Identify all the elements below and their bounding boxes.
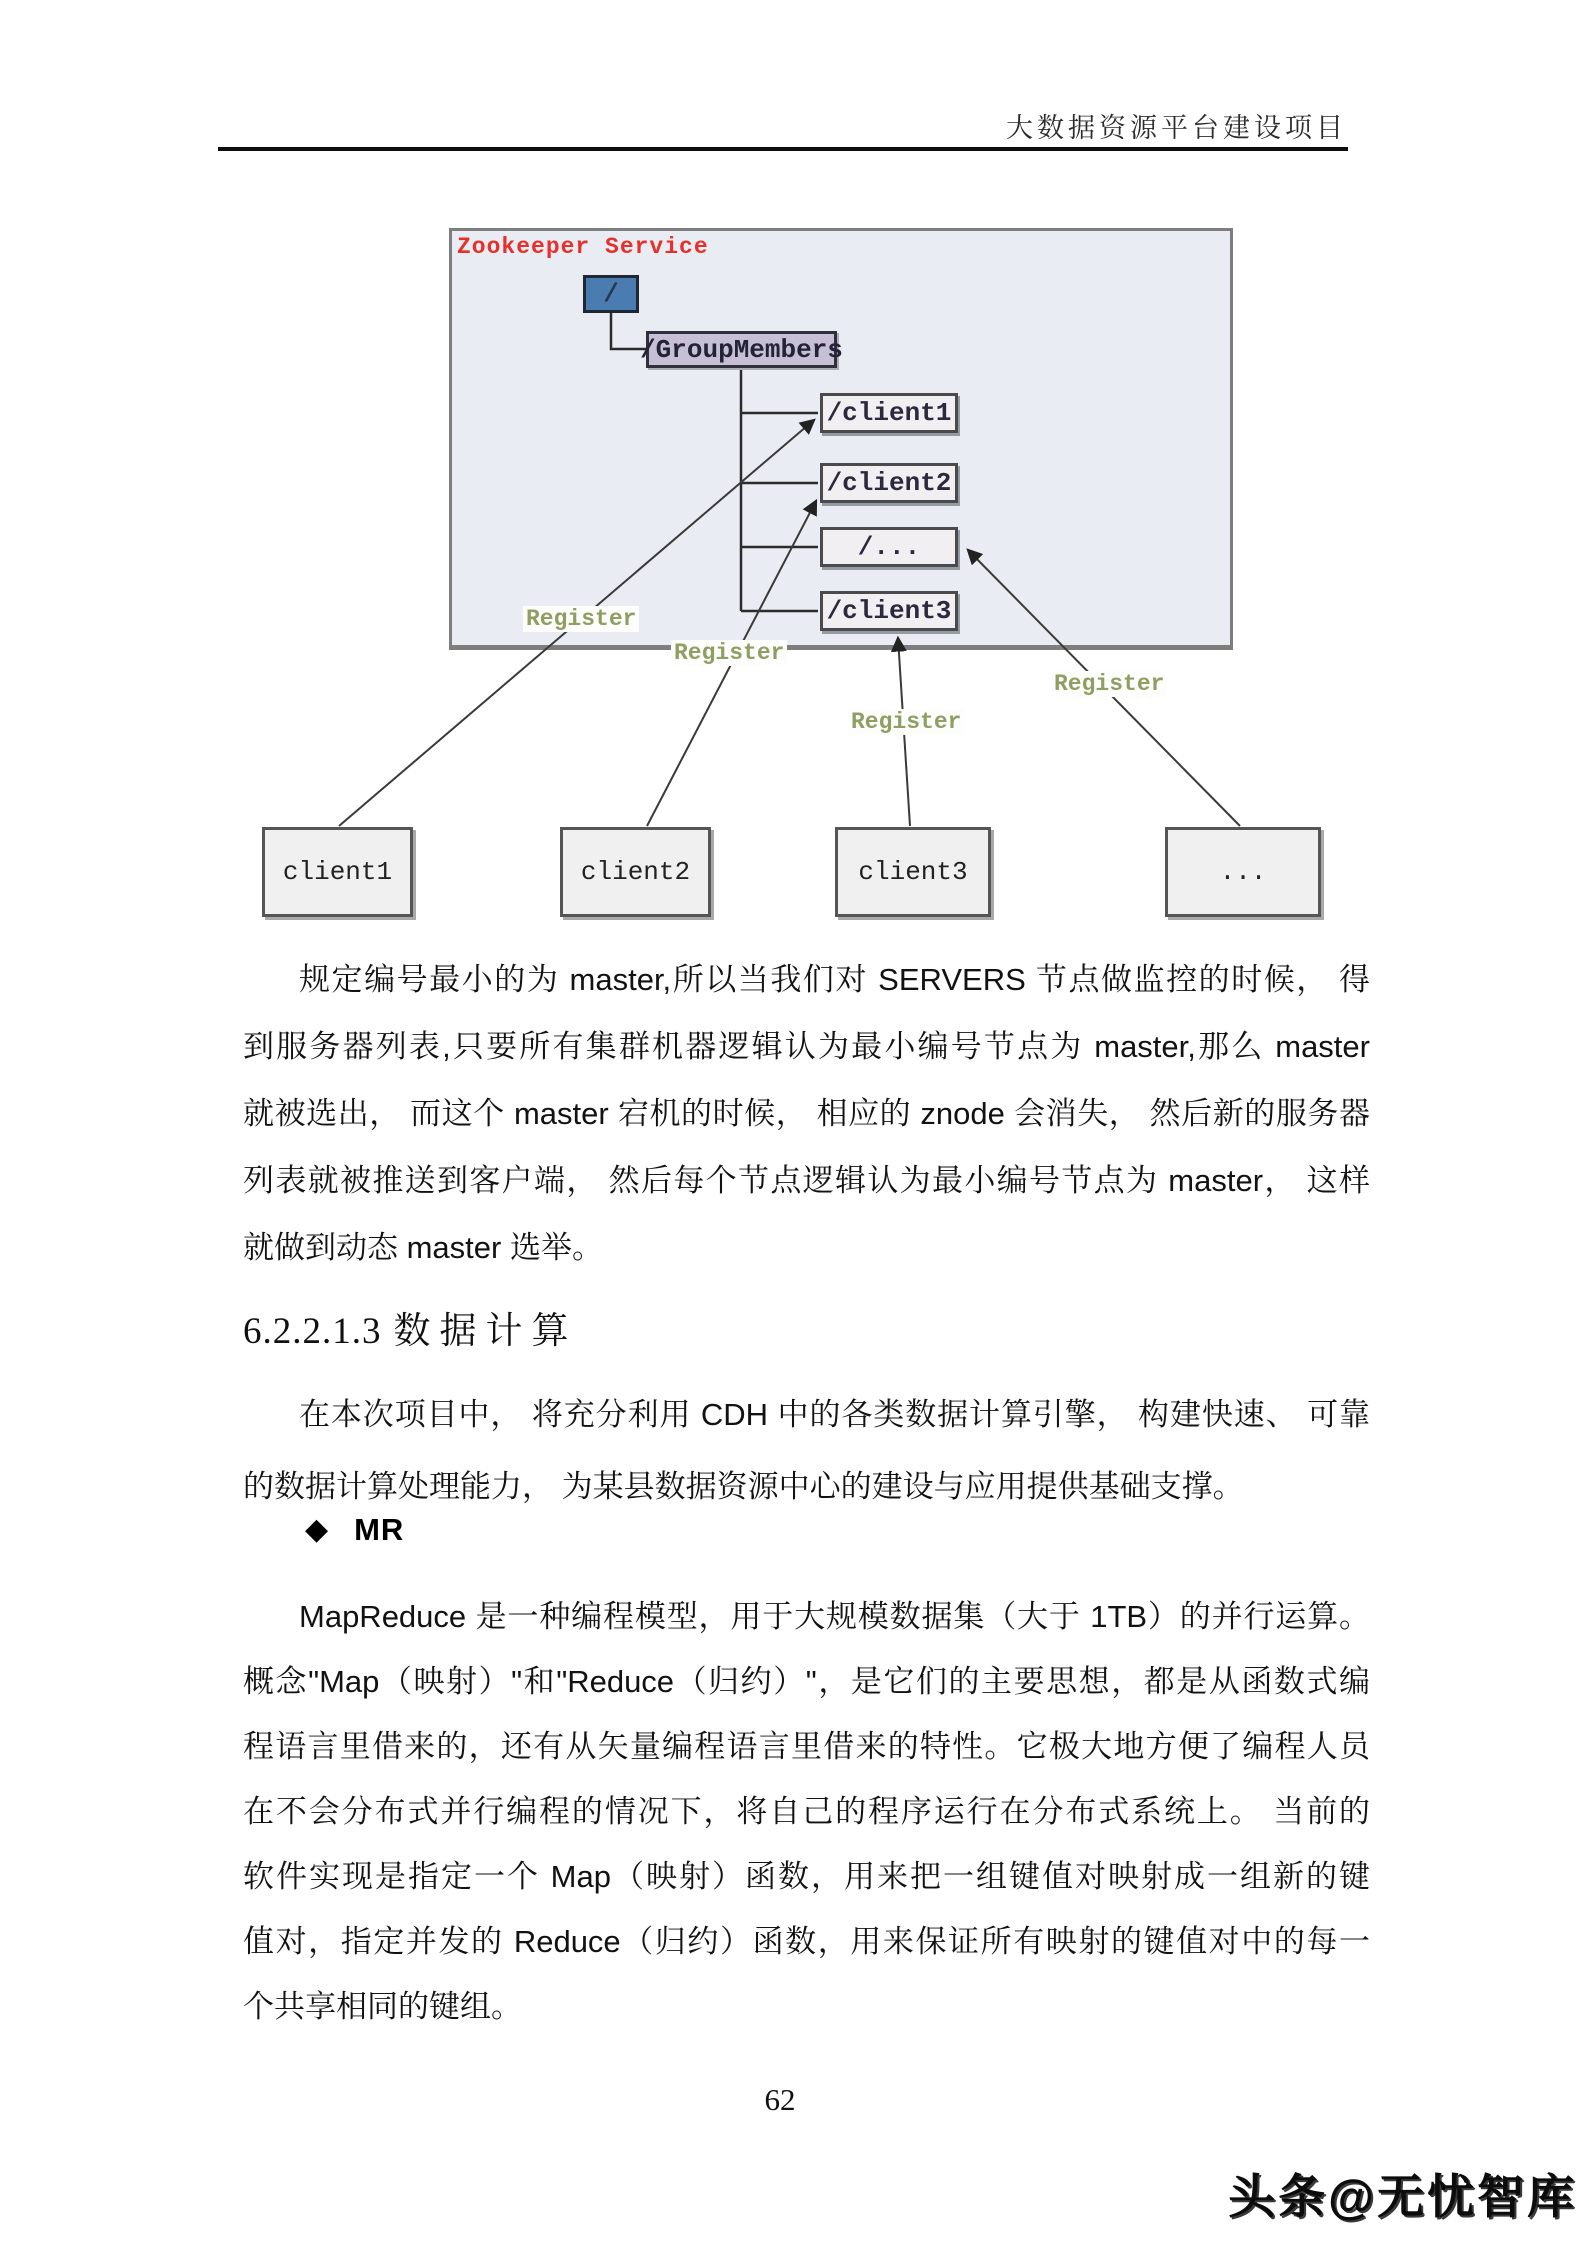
paragraph-line: 就做到动态 master 选举。 <box>243 1230 603 1265</box>
client3-box: client3 <box>835 827 991 917</box>
paragraph-line: 个共享相同的键组。 <box>243 1989 522 2024</box>
watermark-text: 头条@无忧智库 <box>1228 2170 1577 2223</box>
paragraph-line: 的数据计算处理能力， 为某县数据资源中心的建设与应用提供基础支撑。 <box>243 1469 1244 1504</box>
znode-dots-box: /... <box>820 527 958 567</box>
register-label-1: Register <box>523 606 639 632</box>
paragraph-line: 在本次项目中， 将充分利用 CDH 中的各类数据计算引擎， 构建快速、 可靠 <box>299 1397 1370 1432</box>
paragraph-line: 软件实现是指定一个 Map（映射）函数，用来把一组键值对映射成一组新的键 <box>243 1859 1370 1894</box>
paragraph-line: 值对，指定并发的 Reduce（归约）函数，用来保证所有映射的键值对中的每一 <box>243 1924 1370 1959</box>
zookeeper-diagram-frame <box>449 228 1233 650</box>
client2-box: client2 <box>560 827 711 917</box>
diamond-bullet-icon: ◆ <box>305 1513 329 1546</box>
paragraph-line: 规定编号最小的为 master,所以当我们对 SERVERS 节点做监控的时候， 得 <box>299 962 1370 997</box>
paragraph-line: 概念"Map（映射）"和"Reduce（归约）"，是它们的主要思想，都是从函数式编 <box>243 1664 1370 1699</box>
page-number: 62 <box>764 2082 796 2117</box>
paragraph-master-election <box>243 946 1370 1281</box>
paragraph-line: 在不会分布式并行编程的情况下，将自己的程序运行在分布式系统上。 当前的 <box>243 1794 1370 1829</box>
header-rule <box>218 147 1348 151</box>
znode-groupmembers-box: /GroupMembers <box>646 331 837 368</box>
header-title: 大数据资源平台建设项目 <box>1006 113 1347 143</box>
bullet-item-mr <box>305 1508 404 1552</box>
znode-client1-box: /client1 <box>820 393 958 433</box>
bullet-label: MR <box>354 1512 405 1547</box>
paragraph-line: 程语言里借来的，还有从矢量编程语言里借来的特性。它极大地方便了编程人员 <box>243 1729 1370 1764</box>
paragraph-line: MapReduce 是一种编程模型，用于大规模数据集（大于 1TB）的并行运算。 <box>299 1599 1370 1634</box>
znode-client3-box: /client3 <box>820 591 958 631</box>
paragraph-line: 就被选出， 而这个 master 宕机的时候， 相应的 znode 会消失， 然后新的服务器 <box>243 1096 1370 1131</box>
register-label-4: Register <box>848 709 964 735</box>
section-number: 6.2.2.1.3 <box>243 1311 382 1352</box>
register-label-3: Register <box>1051 671 1167 697</box>
section-title: 数据计算 <box>393 1311 578 1352</box>
paragraph-data-compute <box>243 1379 1370 1523</box>
znode-client2-box: /client2 <box>820 463 958 503</box>
section-heading <box>243 1300 578 1354</box>
paragraph-line: 列表就被推送到客户端， 然后每个节点逻辑认为最小编号节点为 master， 这样 <box>243 1163 1370 1198</box>
paragraph-line: 到服务器列表,只要所有集群机器逻辑认为最小编号节点为 master,那么 master <box>243 1029 1370 1064</box>
diagram-title: Zookeeper Service <box>457 234 709 260</box>
client1-box: client1 <box>262 827 413 917</box>
znode-root-box: / <box>583 275 639 313</box>
paragraph-mapreduce <box>243 1584 1370 2039</box>
register-label-2: Register <box>671 640 787 666</box>
client-dots-box: ... <box>1165 827 1321 917</box>
